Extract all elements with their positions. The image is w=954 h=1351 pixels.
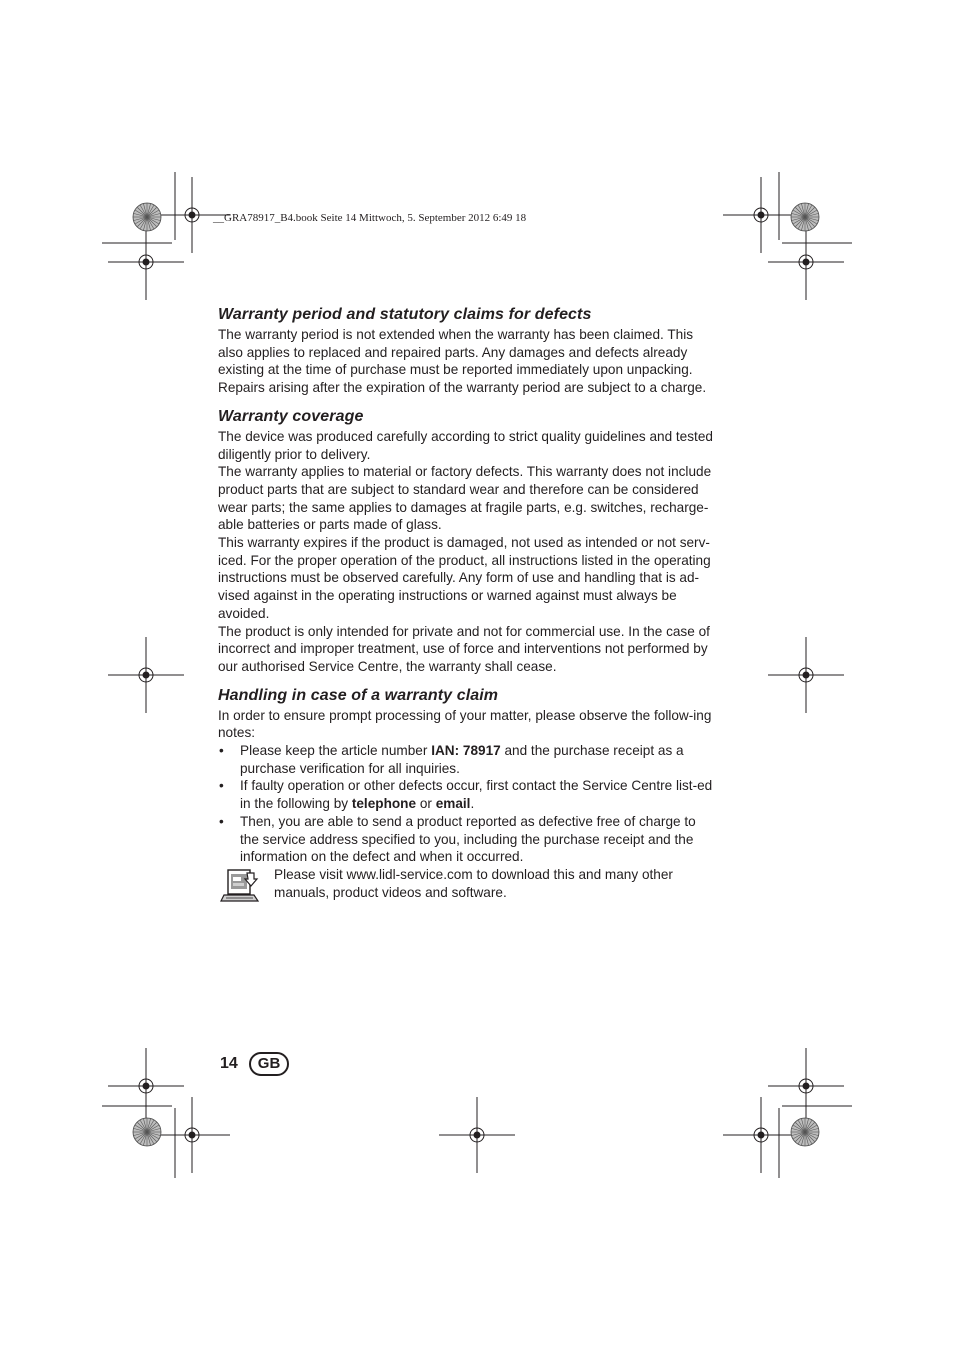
section-heading: Warranty coverage	[218, 407, 364, 425]
crosshair-dot	[143, 259, 150, 266]
list-item: • Then, you are able to send a product reported as defective free of charge to the service address specified to you, including the purchase receipt and the information on the defect and when it occurred.	[219, 813, 696, 865]
claim-steps-list	[218, 742, 718, 866]
paragraph: The device was produced carefully according to strict quality guidelines and tested diligently prior to delivery.	[218, 428, 713, 462]
bullet: •	[219, 743, 224, 759]
download-note-text: Please visit www.lidl-service.com to download this and many other manuals, product videos and software.	[274, 866, 673, 900]
section-warranty-claim	[218, 685, 718, 904]
list-item: • Please keep the article number IAN: 78917 and the purchase receipt as a purchase verification for all inquiries.	[219, 743, 684, 776]
crosshair-dot	[758, 1132, 765, 1139]
paragraph: This warranty expires if the product is damaged, not used as intended or not serv-iced. For the proper operation of the product, all instructions listed in the operating instructions must be observed carefully. Any form of use and handling that is ad-vised against in the operating instructions or warned against must always be avoided.	[218, 535, 711, 621]
computer-download-icon	[220, 868, 260, 904]
paragraph: The warranty period is not extended when the warranty has been claimed. This also applies to replaced and repaired parts. Any damages and defects already existing at the time of purchase must be reported immediately upon unpacking. Repairs arising after the expiration of the warranty period are subject to a charge.	[218, 327, 707, 396]
country-code-badge: GB	[249, 1052, 290, 1076]
download-note	[218, 866, 718, 904]
page-footer	[220, 1052, 289, 1076]
crosshair-dot	[189, 212, 196, 219]
crosshair-dot	[803, 1083, 810, 1090]
paragraph: The product is only intended for private and not for commercial use. In the case of incorrect and improper treatment, use of force and interventions not performed by our authorised Service Centre, the warranty shall cease.	[218, 623, 710, 674]
section-heading: Warranty period and statutory claims for defects	[218, 306, 592, 323]
crosshair-dot	[474, 1132, 481, 1139]
page-number: 14	[220, 1055, 238, 1072]
paragraph: In order to ensure prompt processing of your matter, please observe the follow-ing notes:	[218, 707, 712, 741]
section-warranty-coverage	[218, 406, 718, 676]
bullet: •	[219, 813, 224, 829]
crosshair-dot	[803, 672, 810, 679]
section-heading: Handling in case of a warranty claim	[218, 686, 499, 704]
print-slug-line: __GRA78917_B4.book Seite 14 Mittwoch, 5. September 2012 6:49 18	[213, 212, 527, 224]
bullet: •	[219, 778, 224, 794]
crosshair-dot	[758, 212, 765, 219]
paragraph: The warranty applies to material or factory defects. This warranty does not include product parts that are subject to standard wear and therefore can be considered wear parts; the same applies to damages at fragile parts, e.g. switches, recharge-able batteries or parts made of glass.	[218, 464, 712, 533]
crosshair-dot	[803, 259, 810, 266]
crosshair-dot	[143, 1083, 150, 1090]
warranty-content	[218, 304, 718, 913]
crosshair-dot	[143, 672, 150, 679]
list-item: • If faulty operation or other defects occur, first contact the Service Centre list-ed in the following by telephone or email.	[219, 778, 713, 812]
section-warranty-period	[218, 304, 718, 397]
article-number: IAN: 78917	[431, 743, 501, 759]
crosshair-dot	[189, 1132, 196, 1139]
